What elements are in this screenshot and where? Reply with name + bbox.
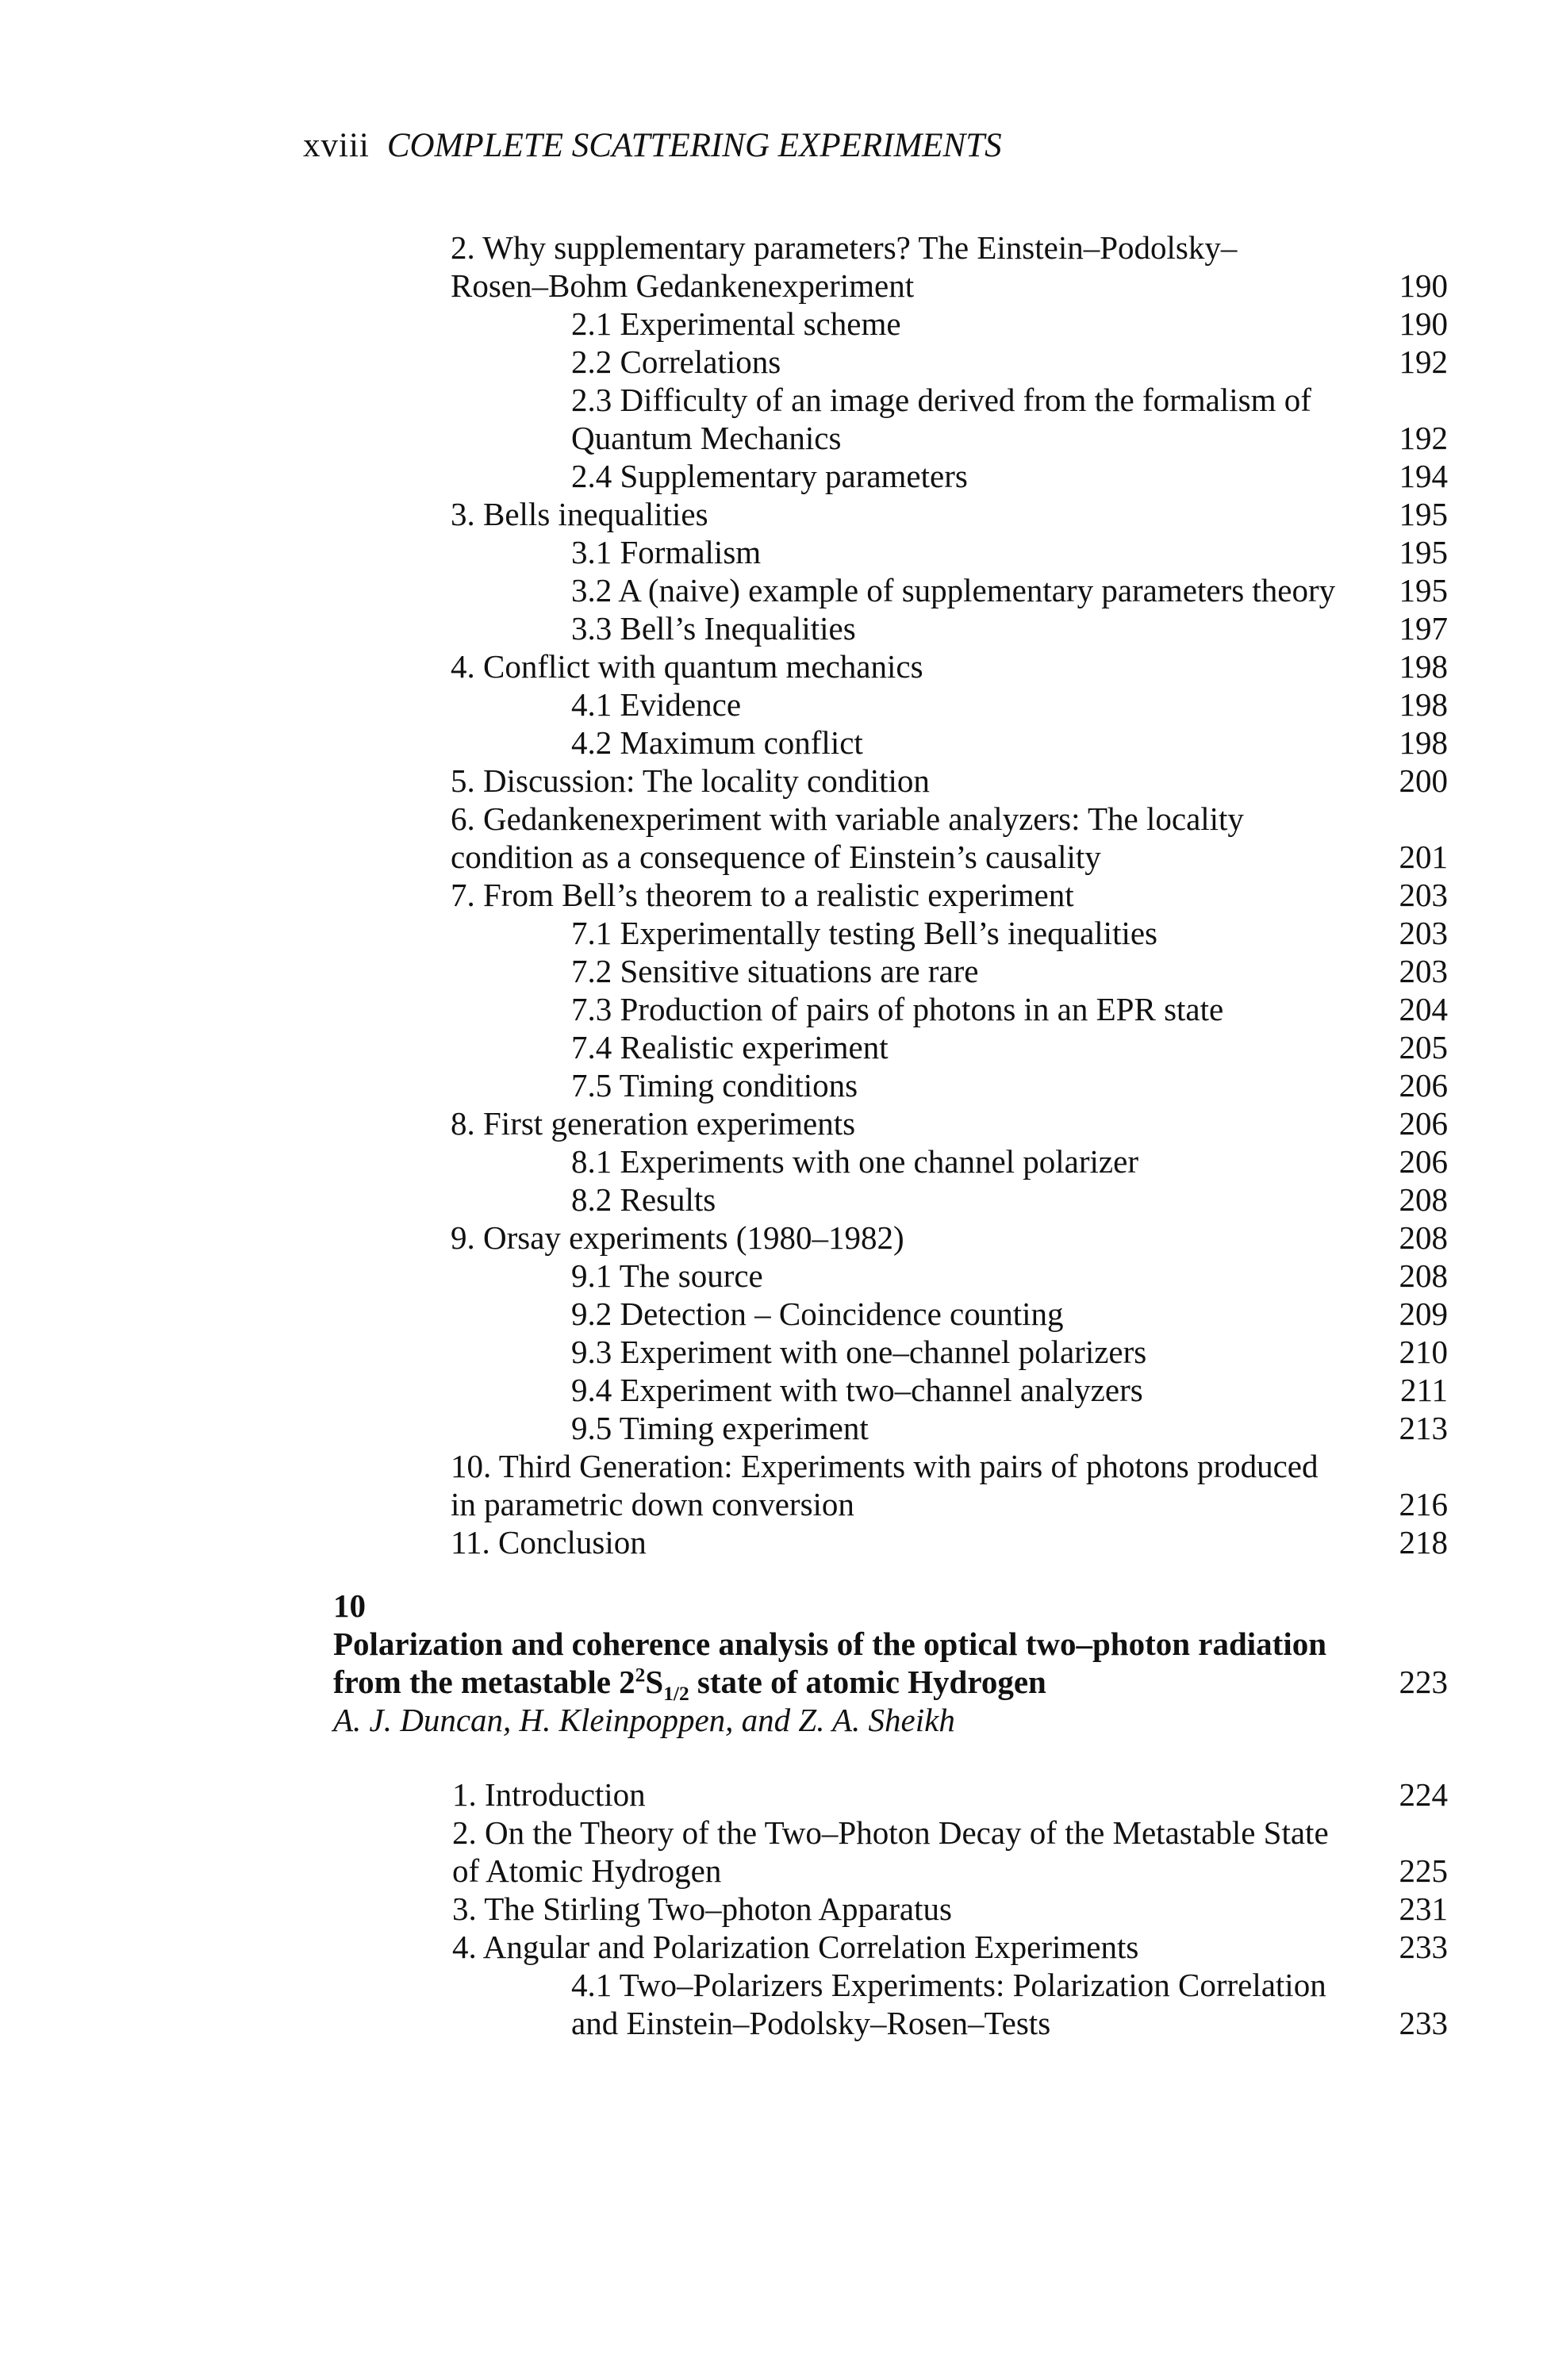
toc-entry-title: 7. From Bell’s theorem to a realistic experiment xyxy=(451,877,1074,913)
toc-entry-title: 4. Angular and Polarization Correlation Experiments xyxy=(452,1929,1139,1965)
state-subscript: 1/2 xyxy=(663,1683,689,1706)
toc-entry-page: 200 xyxy=(1399,762,1448,799)
chapter-title-text xyxy=(333,1663,1046,1706)
toc-entry-page: 203 xyxy=(1399,877,1448,913)
toc-entry-page: 208 xyxy=(1399,1181,1448,1218)
toc-entry-title: 2.4 Supplementary parameters xyxy=(571,458,968,494)
toc-entry-title: of Atomic Hydrogen xyxy=(452,1852,722,1889)
toc-entry-title: 7.1 Experimentally testing Bell’s inequalities xyxy=(571,915,1158,951)
toc-entry-page: 197 xyxy=(1399,610,1448,647)
chapter-title-text: Polarization and coherence analysis of the optical two–photon radiation xyxy=(333,1626,1327,1662)
chapter-authors-text: A. J. Duncan, H. Kleinpoppen, and Z. A. Sheikh xyxy=(333,1702,955,1738)
toc-entry-title: 3. The Stirling Two–photon Apparatus xyxy=(452,1891,952,1927)
toc-entry-title: 4.1 Evidence xyxy=(571,686,742,723)
toc-entry-page: 213 xyxy=(1399,1410,1448,1446)
toc-entry-page: 206 xyxy=(1399,1105,1448,1142)
toc-entry-page: 194 xyxy=(1399,458,1448,494)
toc-entry-title: 3.2 A (naive) example of supplementary parameters theory xyxy=(571,572,1336,608)
toc-entry-page: 195 xyxy=(1399,496,1448,532)
toc-entry-page: 218 xyxy=(1399,1524,1448,1560)
state-principal: 2 xyxy=(619,1664,635,1700)
toc-entry-page: 203 xyxy=(1399,953,1448,989)
toc-entry-page: 216 xyxy=(1399,1486,1448,1522)
toc-entry-title: 7.5 Timing conditions xyxy=(571,1067,858,1104)
toc-entry-title: 9.1 The source xyxy=(571,1257,763,1294)
chapter-title-pre: from the metastable xyxy=(333,1664,620,1700)
toc-entry-title: 3. Bells inequalities xyxy=(451,496,708,532)
toc-entry-title: 11. Conclusion xyxy=(451,1524,647,1560)
toc-entry-title: and Einstein–Podolsky–Rosen–Tests xyxy=(571,2005,1051,2041)
toc-entry-title: 7.2 Sensitive situations are rare xyxy=(571,953,979,989)
toc-entry-page: 190 xyxy=(1399,305,1448,342)
toc-entry-page: 233 xyxy=(1399,1929,1448,1965)
toc-entry-title: 9.3 Experiment with one–channel polarizers xyxy=(571,1334,1147,1370)
state-letter: S xyxy=(645,1664,664,1700)
toc-entry-title: Rosen–Bohm Gedankenexperiment xyxy=(451,267,915,304)
toc-entry-page: 195 xyxy=(1399,572,1448,608)
toc-entry-page: 208 xyxy=(1399,1257,1448,1294)
toc-entry-title: 8.2 Results xyxy=(571,1181,716,1218)
toc-entry-title: 4.2 Maximum conflict xyxy=(571,724,863,761)
toc-entry-page: 233 xyxy=(1399,2005,1448,2041)
toc-entry-page: 206 xyxy=(1399,1067,1448,1104)
running-title: COMPLETE SCATTERING EXPERIMENTS xyxy=(386,127,1002,164)
chapter-page: 223 xyxy=(1399,1664,1448,1700)
toc-entry-title: condition as a consequence of Einstein’s causality xyxy=(451,839,1101,875)
toc-entry-page: 204 xyxy=(1399,991,1448,1027)
toc-entry-page: 206 xyxy=(1399,1143,1448,1180)
running-header xyxy=(303,125,1002,167)
toc-entry-page: 192 xyxy=(1399,344,1448,380)
toc-entry-title: 5. Discussion: The locality condition xyxy=(451,762,930,799)
toc-entry-title: 6. Gedankenexperiment with variable analyzers: The locality xyxy=(451,800,1244,837)
toc-entry-page: 211 xyxy=(1400,1372,1448,1408)
toc-entry-title: 4. Conflict with quantum mechanics xyxy=(451,648,923,685)
toc-entry-page: 190 xyxy=(1399,267,1448,304)
toc-entry-page: 203 xyxy=(1399,915,1448,951)
toc-entry-page: 201 xyxy=(1399,839,1448,875)
page-number: xviii xyxy=(303,127,370,164)
toc-entry-title: 9. Orsay experiments (1980–1982) xyxy=(451,1219,904,1256)
toc-entry-page: 198 xyxy=(1399,724,1448,761)
toc-entry-page: 209 xyxy=(1399,1296,1448,1332)
toc-entry-page: 192 xyxy=(1399,420,1448,456)
toc-entry-page: 208 xyxy=(1399,1219,1448,1256)
toc-entry-title: 2.2 Correlations xyxy=(571,344,781,380)
toc-entry-title: 9.2 Detection – Coincidence counting xyxy=(571,1296,1064,1332)
toc-entry-title: 7.4 Realistic experiment xyxy=(571,1029,889,1065)
toc-entry-title: 3.3 Bell’s Inequalities xyxy=(571,610,856,647)
toc-entry-title: 10. Third Generation: Experiments with pairs of photons produced xyxy=(451,1448,1319,1484)
toc-entry-title: 2.3 Difficulty of an image derived from the formalism of xyxy=(571,382,1311,418)
toc-entry-title: 9.5 Timing experiment xyxy=(571,1410,869,1446)
toc-entry-title: 2.1 Experimental scheme xyxy=(571,305,901,342)
toc-entry-title: 7.3 Production of pairs of photons in an EPR state xyxy=(571,991,1224,1027)
toc-entry-title: 8. First generation experiments xyxy=(451,1105,856,1142)
toc-entry-title: 2. Why supplementary parameters? The Einstein–Podolsky– xyxy=(451,229,1238,266)
toc-entry-title: Quantum Mechanics xyxy=(571,420,842,456)
toc-entry-page: 210 xyxy=(1399,1334,1448,1370)
toc-entry-page: 198 xyxy=(1399,648,1448,685)
toc-entry-title: 1. Introduction xyxy=(452,1776,646,1813)
toc-entry-title: 9.4 Experiment with two–channel analyzers xyxy=(571,1372,1143,1408)
toc-entry-page: 231 xyxy=(1399,1891,1448,1927)
toc-entry-title: 2. On the Theory of the Two–Photon Decay of the Metastable State xyxy=(452,1814,1329,1851)
chapter-number-text: 10 xyxy=(333,1587,366,1624)
toc-entry-page: 205 xyxy=(1399,1029,1448,1065)
toc-entry-page: 225 xyxy=(1399,1852,1448,1889)
toc-entry-title: 8.1 Experiments with one channel polarizer xyxy=(571,1143,1138,1180)
chapter-title-post: state of atomic Hydrogen xyxy=(689,1664,1046,1700)
toc-entry-page: 224 xyxy=(1399,1776,1448,1813)
toc-entry-title: 4.1 Two–Polarizers Experiments: Polarization Correlation xyxy=(571,1967,1326,2003)
state-superscript: 2 xyxy=(635,1664,646,1687)
toc-entry-title: 3.1 Formalism xyxy=(571,534,762,570)
toc-entry-page: 198 xyxy=(1399,686,1448,723)
toc-entry-title: in parametric down conversion xyxy=(451,1486,854,1522)
toc-entry-page: 195 xyxy=(1399,534,1448,570)
